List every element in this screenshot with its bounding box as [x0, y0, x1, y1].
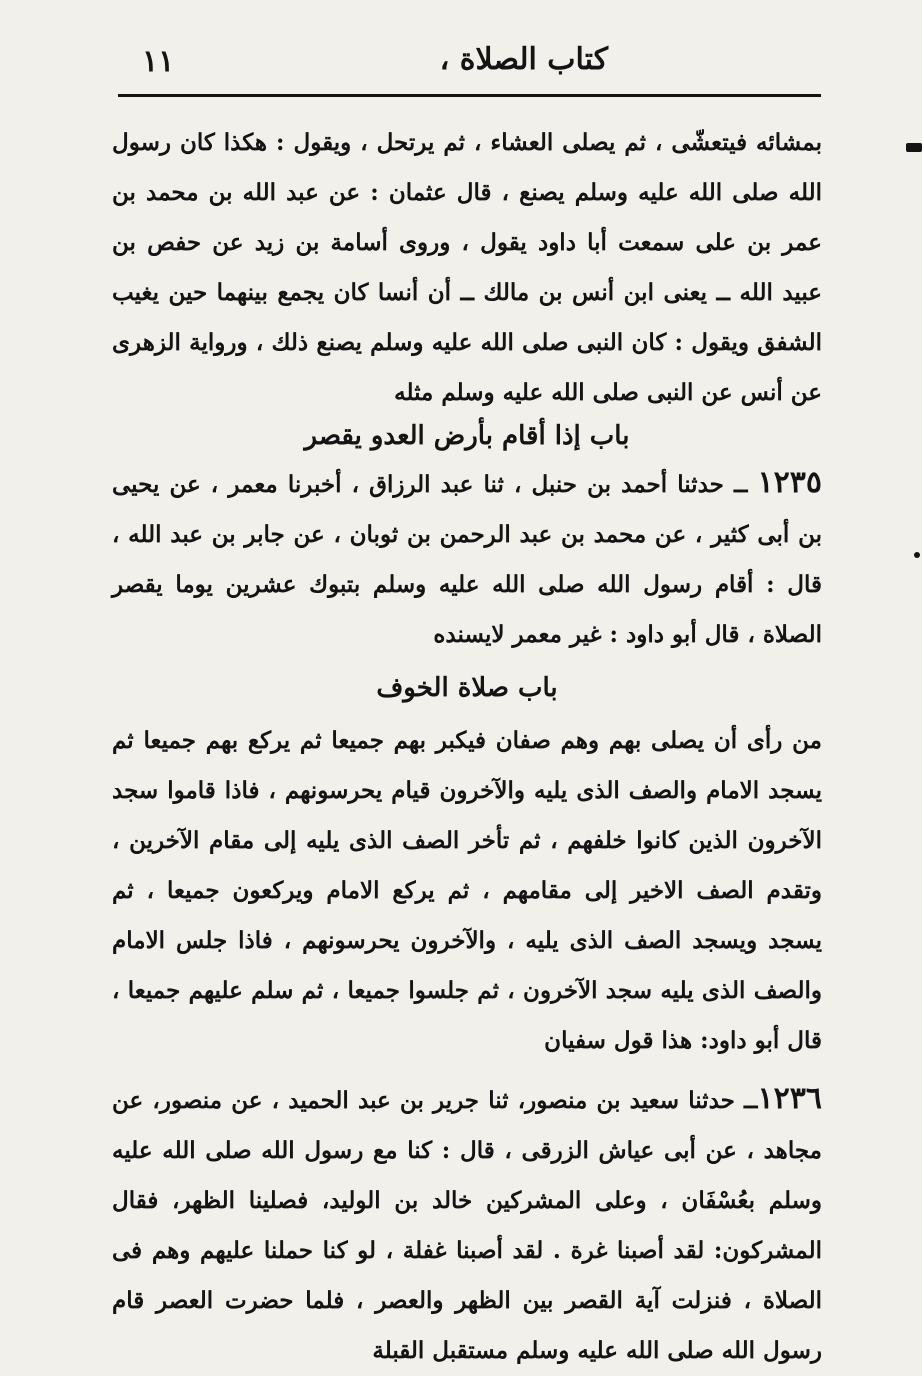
scan-margin-mark — [906, 143, 922, 152]
hadith-1235 — [112, 458, 822, 660]
page-header — [118, 38, 818, 96]
section-heading-qasr: باب إذا أقام بأرض العدو يقصر — [304, 421, 630, 451]
hadith-1236 — [112, 1074, 822, 1376]
hadith-text-1235: ــ حدثنا أحمد بن حنبل ، ثنا عبد الرزاق ، أخبرنا معمر ، عن يحيى بن أبى كثير ، عن محمد بن عبد الرحمن بن ثوبان ، عن جابر بن عبد الله ، قال : أقام رسول الله صلى الله عليه وسلم بتبوك عشرين يوما يقصر الصلاة ، قال أبو داود : غير معمر لايسنده — [112, 471, 822, 648]
scan-margin-dot — [914, 552, 920, 558]
section-heading-khawf: باب صلاة الخوف — [376, 673, 558, 703]
paragraph-khawf: من رأى أن يصلى بهم وهم صفان فيكبر بهم جميعا ثم يركع بهم جميعا ثم يسجد الامام والصف الذى يليه والآخرون قيام يحرسونهم ، فاذا قاموا سجد الآخرون الذين كانوا خلفهم ، ثم تأخر الصف الذى يليه إلى مقام الآخرين ، وتقدم الصف الاخير إلى مقامهم ، ثم يركع الامام ويركعون جميعا ، ثم يسجد ويسجد الصف الذى يليه ، والآخرون يحرسونهم ، فاذا جلس الامام والصف الذى يليه سجد الآخرون ، ثم جلسوا جميعا ، ثم سلم عليهم جميعا ، قال أبو داود: هذا قول سفيان — [112, 727, 822, 1054]
header-rule — [118, 94, 821, 97]
hadith-number-1236: ١٢٣٦ — [757, 1081, 822, 1116]
spacer — [112, 1066, 822, 1074]
paragraph-continuation: بمشائه فيتعشّى ، ثم يصلى العشاء ، ثم يرتحل ، ويقول : هكذا كان رسول الله صلى الله عليه وسلم يصنع ، قال عثمان : عن عبد الله بن محمد بن عمر بن على سمعت أبا داود يقول ، وروى أسامة بن زيد عن حفص بن عبيد الله ــ يعنى ابن أنس بن مالك ــ أن أنسا كان يجمع بينهما حين يغيب الشفق ويقول : كان النبى صلى الله عليه وسلم يصنع ذلك ، ورواية الزهرى عن أنس عن النبى صلى الله عليه وسلم مثله — [112, 129, 822, 406]
page-number: ١١ — [142, 44, 175, 79]
main-text — [112, 118, 822, 1376]
hadith-number-1235: ١٢٣٥ — [757, 465, 822, 500]
running-title: كتاب الصلاة ، — [439, 42, 608, 77]
hadith-text-1236: ــ حدثنا سعيد بن منصور، ثنا جرير بن عبد الحميد ، عن منصور، عن مجاهد ، عن أبى عياش الزرقى ، قال : كنا مع رسول الله صلى الله عليه وسلم بعُسْفَان ، وعلى المشركين خالد بن الوليد، فصلينا الظهر، فقال المشركون: لقد أصبنا غرة . لقد أصبنا غفلة ، لو كنا حملنا عليهم وهم فى الصلاة ، فنزلت آية القصر بين الظهر والعصر ، فلما حضرت العصر قام رسول الله صلى الله عليه وسلم مستقبل القبلة — [112, 1087, 822, 1364]
